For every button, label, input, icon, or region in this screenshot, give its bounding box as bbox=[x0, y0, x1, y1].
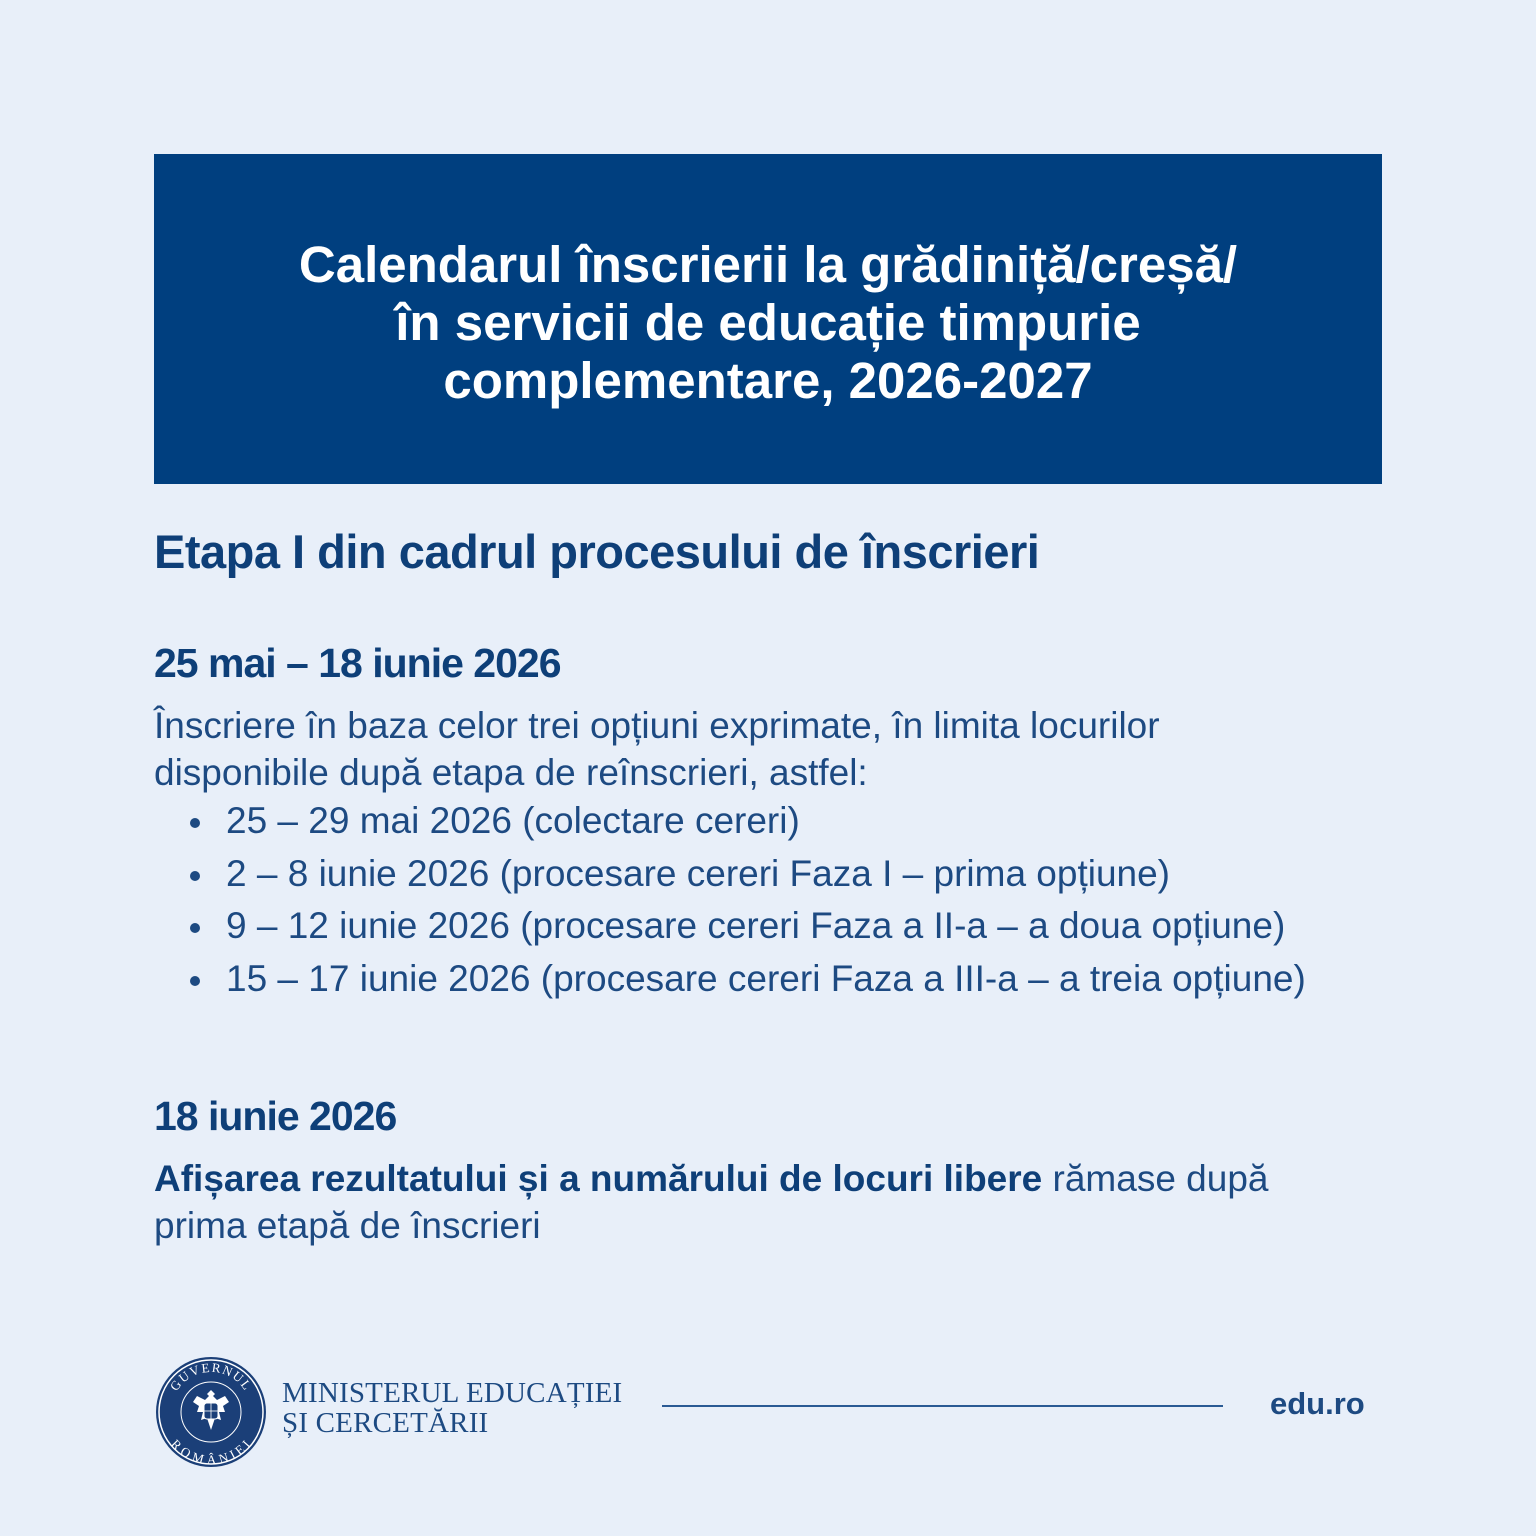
section-1-date: 25 mai – 18 iunie 2026 bbox=[154, 640, 561, 686]
list-item bbox=[154, 953, 1306, 1006]
section-2-description bbox=[154, 1155, 1384, 1249]
footer-divider bbox=[662, 1405, 1223, 1407]
page-title bbox=[299, 228, 1237, 410]
section-2-text-line-2: prima etapă de înscrieri bbox=[154, 1205, 541, 1246]
title-line-1: Calendarul înscrierii la grădiniță/creșă/ bbox=[298, 236, 1238, 293]
section-2-text-rest: rămase după bbox=[1042, 1158, 1269, 1199]
svg-text:GUVERNUL: GUVERNUL bbox=[166, 1359, 256, 1394]
schedule-list bbox=[154, 795, 1306, 1005]
list-item-text: 25 – 29 mai 2026 (colectare cereri) bbox=[226, 800, 800, 841]
website-link[interactable]: edu.ro bbox=[1270, 1386, 1365, 1421]
section-1-description bbox=[154, 702, 1384, 796]
section-1-text-line-2: disponibile după etapa de reînscrieri, astfel: bbox=[154, 752, 868, 793]
list-item bbox=[154, 795, 1306, 848]
section-2-date: 18 iunie 2026 bbox=[154, 1093, 397, 1139]
list-item bbox=[154, 848, 1306, 901]
ministry-line-2: ȘI CERCETĂRII bbox=[282, 1407, 489, 1439]
title-banner bbox=[154, 154, 1382, 484]
list-item-text: 9 – 12 iunie 2026 (procesare cereri Faza a II-a – a doua opțiune) bbox=[226, 905, 1286, 946]
stage-heading: Etapa I din cadrul procesului de înscrieri bbox=[154, 525, 1040, 578]
svg-text:ROMÂNIEI: ROMÂNIEI bbox=[168, 1436, 255, 1468]
ministry-line-1: MINISTERUL EDUCAȚIEI bbox=[282, 1377, 623, 1409]
list-item bbox=[154, 900, 1306, 953]
bullet-icon bbox=[190, 923, 200, 933]
title-line-3: complementare, 2026-2027 bbox=[443, 352, 1093, 409]
bullet-icon bbox=[190, 871, 200, 881]
list-item-text: 2 – 8 iunie 2026 (procesare cereri Faza I – prima opțiune) bbox=[226, 852, 1171, 894]
section-1-text-line-1: Înscriere în baza celor trei opțiuni exprimate, în limita locurilor bbox=[154, 705, 1160, 746]
ministry-name bbox=[282, 1378, 622, 1438]
bullet-icon bbox=[190, 976, 200, 986]
bullet-icon bbox=[190, 818, 200, 828]
list-item-text: 15 – 17 iunie 2026 (procesare cereri Faza a III-a – a treia opțiune) bbox=[226, 957, 1306, 999]
section-2-bold-text: Afișarea rezultatului și a numărului de locuri libere bbox=[154, 1158, 1043, 1199]
title-line-2: în servicii de educație timpurie bbox=[395, 294, 1141, 351]
government-seal-logo bbox=[155, 1356, 267, 1468]
